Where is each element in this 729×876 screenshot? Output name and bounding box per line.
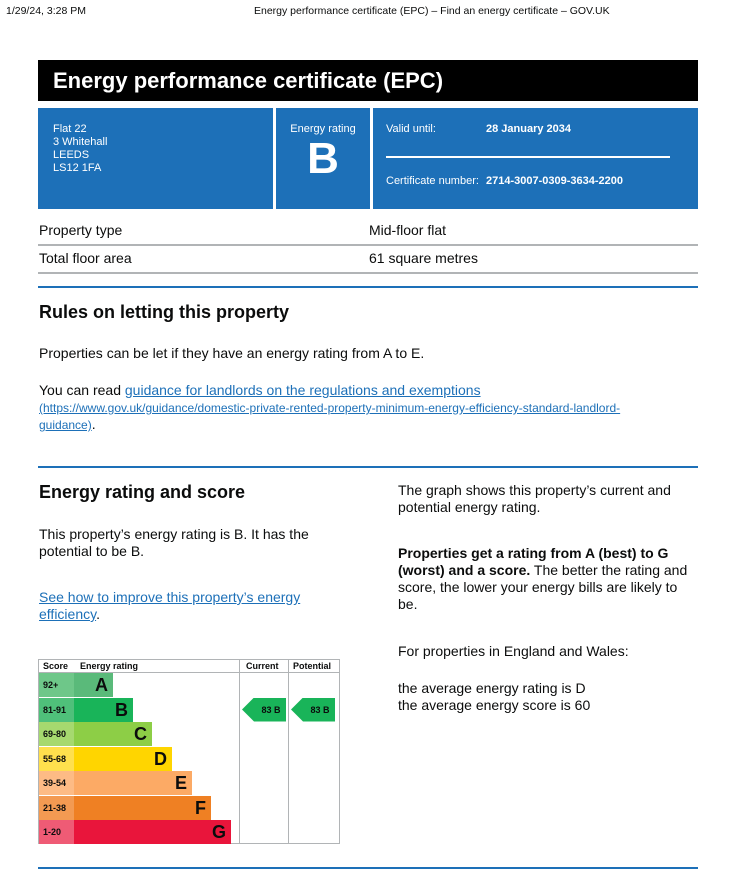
band-letter: C <box>134 724 147 744</box>
england-wales-text: For properties in England and Wales: <box>398 643 629 659</box>
valid-until-value: 28 January 2034 <box>486 123 572 135</box>
address-line: 3 Whitehall <box>53 136 108 148</box>
band-score-c: 69-80 <box>39 722 74 746</box>
band-bar-a <box>74 673 113 697</box>
letting-heading: Rules on letting this property <box>39 302 290 322</box>
band-bar-f <box>74 796 211 820</box>
band-bar-c <box>74 722 152 746</box>
current-rating-marker-label: 83 B <box>261 704 281 715</box>
chart-header-potential: Potential <box>293 661 332 671</box>
chart-header-current: Current <box>246 661 279 671</box>
potential-rating-marker-label: 83 B <box>310 704 330 715</box>
certificate-details <box>373 108 698 209</box>
summary-value: Mid-floor flat <box>369 222 447 238</box>
potential-rating-marker <box>291 698 335 722</box>
energy-rating-box <box>276 108 370 209</box>
band-score-f: 21-38 <box>39 796 74 820</box>
band-score-g: 1-20 <box>39 820 74 844</box>
current-rating-marker <box>242 698 286 722</box>
improve-suffix: . <box>96 606 100 622</box>
band-score-b: 81-91 <box>39 698 74 722</box>
page-title: Energy performance certificate (EPC) <box>53 68 444 93</box>
letting-paragraph: Properties can be let if they have an energy rating from A to E. <box>39 345 425 361</box>
improve-efficiency-link[interactable]: See how to improve this property’s energy efficiency <box>39 589 301 622</box>
chart-column-divider <box>288 660 289 843</box>
property-address <box>38 108 273 209</box>
averages <box>398 680 693 714</box>
band-score-a: 92+ <box>39 673 74 697</box>
summary-row <box>38 246 698 274</box>
band-letter: G <box>211 822 226 842</box>
chart-header-rating: Energy rating <box>80 661 139 671</box>
summary-row <box>38 218 698 246</box>
rating-explanation <box>398 545 693 613</box>
band-bar-g <box>74 820 231 844</box>
band-bar-d <box>74 747 172 771</box>
energy-rating-chart <box>38 659 340 844</box>
guidance-prefix: You can read <box>39 382 125 398</box>
print-page-title: Energy performance certificate (EPC) – Find an energy certificate – GOV.UK <box>254 5 610 17</box>
band-letter: F <box>195 797 206 818</box>
certificate-summary-panel <box>38 108 698 209</box>
section-divider <box>38 286 698 288</box>
print-timestamp: 1/29/24, 3:28 PM <box>6 5 86 17</box>
property-summary-table <box>38 218 698 274</box>
section-divider <box>38 466 698 468</box>
certificate-title-bar <box>38 60 698 101</box>
graph-explanation: The graph shows this property’s current and potential energy rating. <box>398 482 671 515</box>
band-bar-b <box>74 698 133 722</box>
band-score-e: 39-54 <box>39 771 74 795</box>
landlord-guidance-link[interactable]: guidance for landlords on the regulations and exemptions <box>124 382 481 398</box>
summary-key: Total floor area <box>39 250 132 266</box>
energy-heading: Energy rating and score <box>39 482 246 502</box>
print-header <box>6 5 723 19</box>
average-rating: the average energy rating is D <box>398 680 586 696</box>
band-letter: D <box>154 748 167 769</box>
certificate-number-value: 2714-3007-0309-3634-2200 <box>486 175 624 187</box>
band-bar-e <box>74 771 192 795</box>
address-line: Flat 22 <box>53 123 87 135</box>
details-divider <box>386 156 670 158</box>
energy-rating-text: This property’s energy rating is B. It has the potential to be B. <box>39 526 309 559</box>
energy-rating-label: Energy rating <box>290 123 356 135</box>
band-score-d: 55-68 <box>39 747 74 771</box>
guidance-url-line: guidance) <box>39 418 92 432</box>
section-divider <box>38 867 698 869</box>
landlord-guidance-url-link[interactable] <box>39 401 620 432</box>
address-line: LS12 1FA <box>53 162 102 174</box>
address-line: LEEDS <box>53 149 90 161</box>
guidance-url-line: (https://www.gov.uk/guidance/domestic-private-rented-property-minimum-energy-efficiency-standard-landlord- <box>39 401 621 415</box>
chart-column-divider <box>239 660 240 843</box>
guidance-paragraph <box>39 382 689 433</box>
improve-paragraph <box>39 589 339 623</box>
band-letter: B <box>115 699 128 720</box>
guidance-suffix: . <box>91 416 96 432</box>
summary-value: 61 square metres <box>369 250 478 266</box>
valid-until-label: Valid until: <box>386 123 436 135</box>
certificate-number-label: Certificate number: <box>386 175 479 187</box>
band-letter: A <box>95 675 108 695</box>
average-score: the average energy score is 60 <box>398 697 591 713</box>
rating-explanation-rest: The better the rating and score, the lower your energy bills are likely to be. <box>398 562 688 612</box>
energy-rating-value: B <box>307 134 339 183</box>
rating-explanation-bold: Properties get a rating from A (best) to G (worst) and a score. <box>398 545 669 578</box>
band-letter: E <box>174 773 187 793</box>
chart-header-score: Score <box>43 661 69 671</box>
summary-key: Property type <box>39 222 123 238</box>
